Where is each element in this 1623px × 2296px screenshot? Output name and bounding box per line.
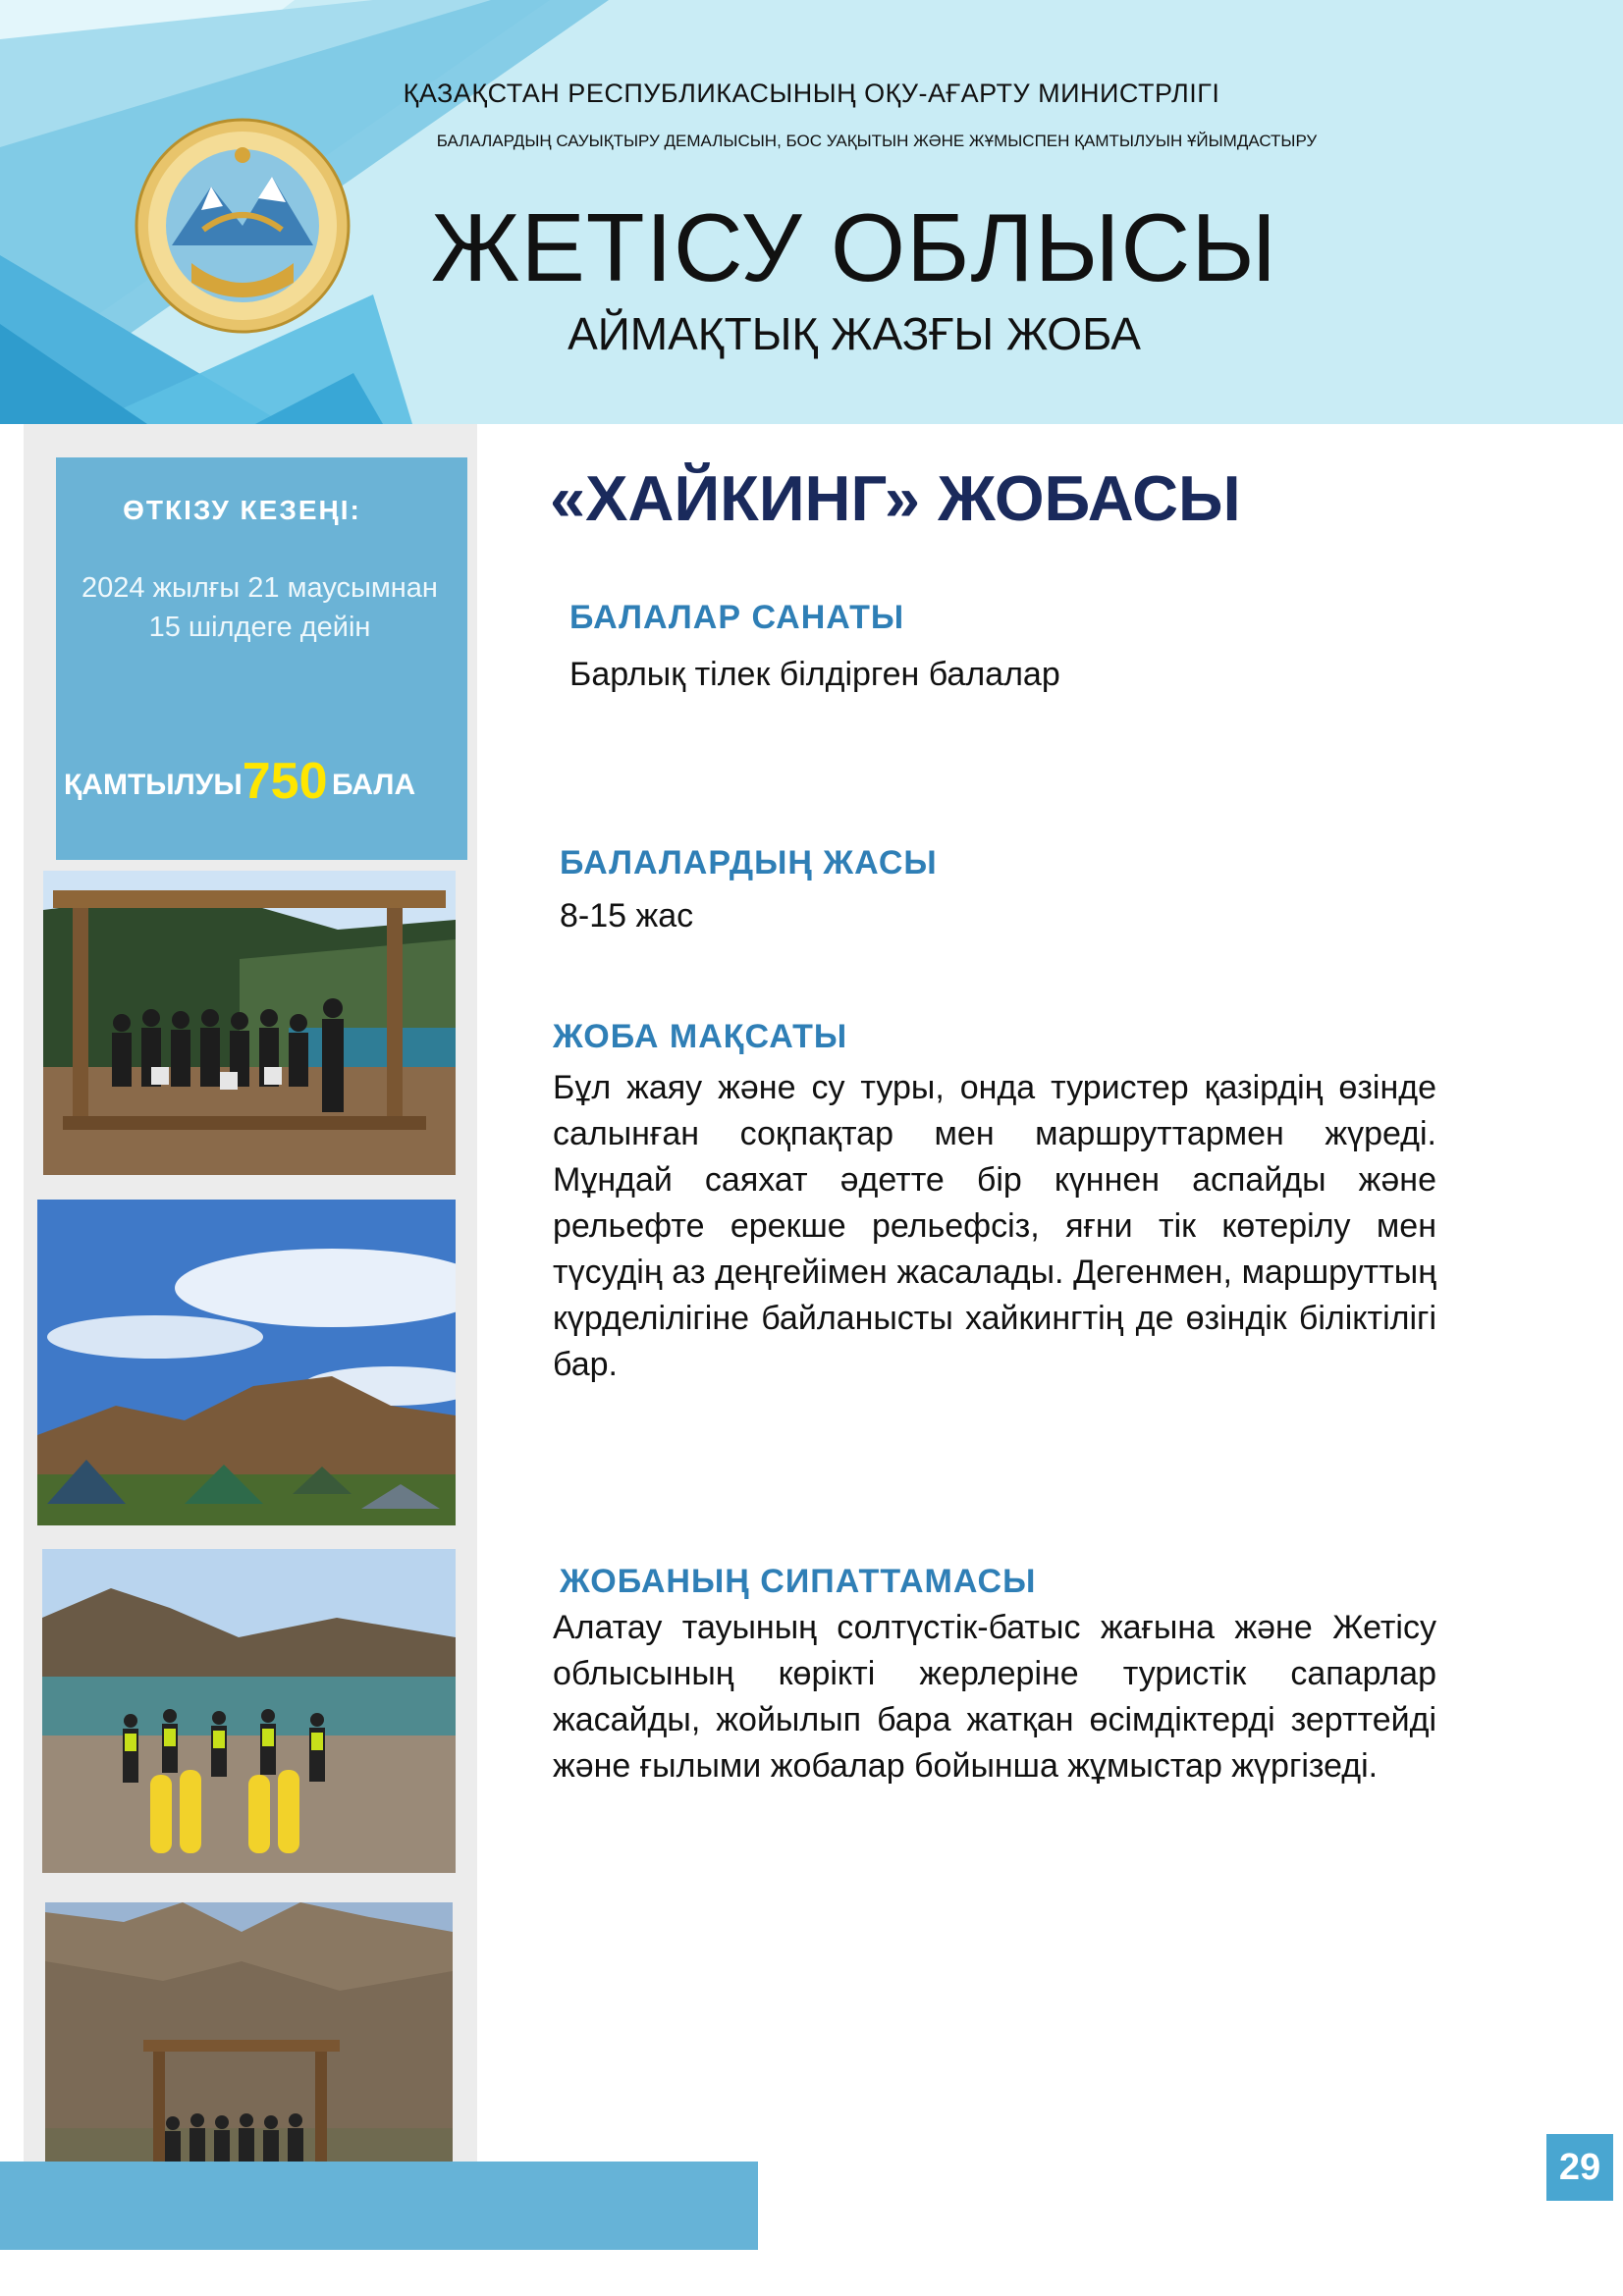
photo-kayaks-lake bbox=[42, 1549, 456, 1873]
project-title: «ХАЙКИНГ» ЖОБАСЫ bbox=[550, 462, 1241, 534]
ministry-name: ҚАЗАҚСТАН РЕСПУБЛИКАСЫНЫҢ ОҚУ-АҒАРТУ МИНИСТРЛІГІ bbox=[403, 79, 1220, 108]
coverage-label: ҚАМТЫЛУЫ bbox=[64, 769, 243, 801]
dates-line-2: 15 шілдеге дейін bbox=[148, 612, 371, 643]
goal-text: Бұл жаяу және су туры, онда туристер қазірдің өзінде салынған соқпақтар мен маршруттармен жүреді. Мұндай саяхат әдетте бір күннен аспайды және рельефте ерекше рельефсіз, яғни тік көтерілу мен түсудің аз деңгейімен жасалады. Дегенмен, маршруттың күрделілігіне байланысты хайкингтің де өзіндік біліктілігі бар. bbox=[553, 1069, 1436, 1383]
period-info-box bbox=[56, 457, 467, 860]
region-subtitle: АЙМАҚТЫҚ ЖАЗҒЫ ЖОБА bbox=[568, 308, 1141, 359]
period-dates bbox=[32, 568, 487, 647]
footer-bar bbox=[0, 2162, 758, 2250]
category-text: Барлық тілек білдірген балалар bbox=[569, 656, 1060, 693]
age-heading: БАЛАЛАРДЫҢ ЖАСЫ bbox=[560, 844, 938, 881]
category-heading: БАЛАЛАР САНАТЫ bbox=[569, 599, 905, 636]
photo-group-lake bbox=[43, 871, 456, 1175]
ministry-subtitle: БАЛАЛАРДЫҢ САУЫҚТЫРУ ДЕМАЛЫСЫН, БОС УАҚЫТЫН ЖӘНЕ ЖҰМЫСПЕН ҚАМТЫЛУЫН ҰЙЫМДАСТЫРУ bbox=[436, 132, 1318, 150]
goal-heading: ЖОБА МАҚСАТЫ bbox=[553, 1018, 848, 1055]
page-number: 29 bbox=[1546, 2134, 1613, 2201]
description-heading: ЖОБАНЫҢ СИПАТТАМАСЫ bbox=[560, 1563, 1037, 1600]
description-text: Алатау тауының солтүстік-батыс жағына және Жетісу облысының көрікті жерлеріне туристік сапарлар жасайды, жойылып бара жатқан өсімдіктерді зерттейді және ғылыми жобалар бойынша жұмыстар жүргізеді. bbox=[553, 1609, 1436, 1785]
dates-line-1: 2024 жылғы 21 маусымнан bbox=[81, 572, 438, 604]
age-text: 8-15 жас bbox=[560, 897, 694, 934]
coverage-unit: БАЛА bbox=[331, 769, 416, 801]
period-title: ӨТКІЗУ КЕЗЕҢІ: bbox=[123, 495, 361, 525]
coverage bbox=[64, 752, 525, 811]
photo-tents-camp bbox=[37, 1200, 456, 1525]
coverage-number: 750 bbox=[242, 753, 328, 810]
page-header bbox=[0, 0, 1623, 424]
region-title: ЖЕТІСУ ОБЛЫСЫ bbox=[430, 193, 1278, 301]
